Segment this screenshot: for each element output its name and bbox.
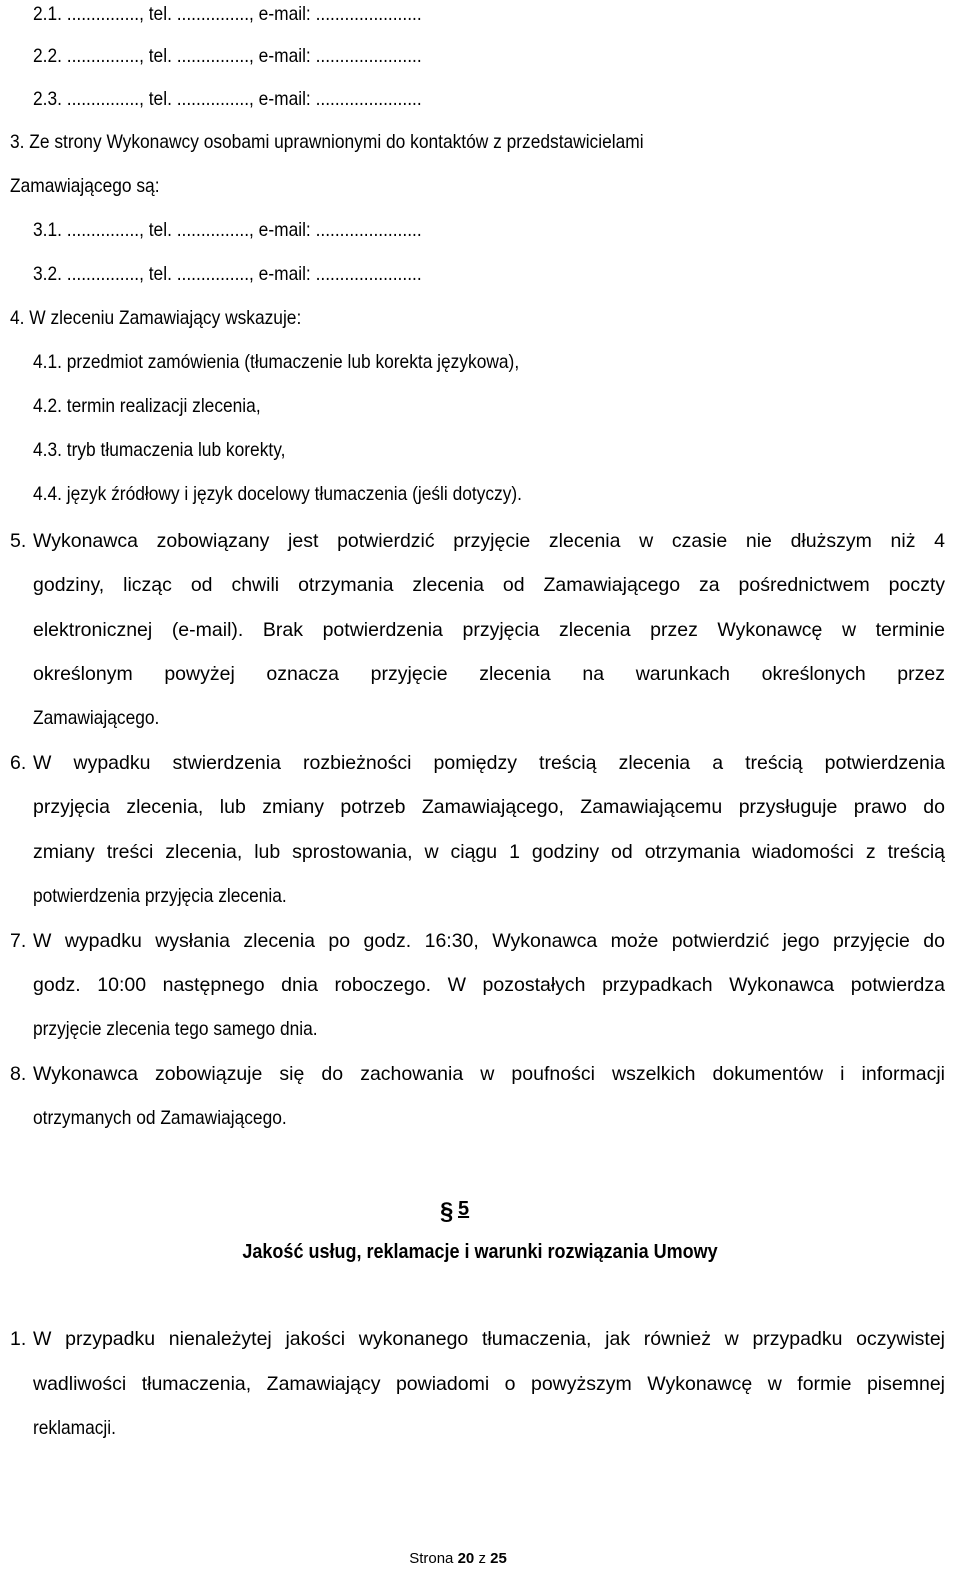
item-4-text: 4. W zleceniu Zamawiający wskazuje: [10,307,302,329]
item-5-number: 5. [10,530,27,552]
item-8-line-2: otrzymanych od Zamawiającego. [33,1107,287,1129]
item-5-line-2: godziny, licząc od chwili otrzymania zlecenia od Zamawiającego za pośrednictwem poczty [33,574,945,596]
section-sign: § [440,1198,454,1225]
item-4-4: 4.4. język źródłowy i język docelowy tłumaczenia (jeśli dotyczy). [33,483,523,505]
item-3-text: 3. Ze strony Wykonawcy osobami uprawnionymi do kontaktów z przedstawicielami [10,131,644,153]
section-5-item-1-line-3: reklamacji. [33,1417,116,1439]
section-5-item-1-line-2: wadliwości tłumaczenia, Zamawiający powiadomi o powyższym Wykonawcę w formie pisemnej [33,1373,945,1395]
item-7-line-1: W wypadku wysłania zlecenia po godz. 16:30, Wykonawca może potwierdzić jego przyjęcie do [33,930,945,952]
item-4-2: 4.2. termin realizacji zlecenia, [33,395,261,417]
item-7-number: 7. [10,930,27,952]
section-title: Jakość usług, reklamacje i warunki rozwiązania Umowy [242,1241,718,1263]
item-8-line-1: Wykonawca zobowiązuje się do zachowania w poufności wszelkich dokumentów i informacji [33,1063,945,1085]
item-3-continuation: Zamawiającego są: [10,175,160,197]
page-footer [0,1549,916,1569]
item-7-line-3: przyjęcie zlecenia tego samego dnia. [33,1018,318,1040]
footer-prefix: Strona [409,1550,454,1567]
section-5-item-1-line-1: W przypadku nienależytej jakości wykonanego tłumaczenia, jak również w przypadku oczywistej [33,1328,945,1350]
item-6-line-3: zmiany treści zlecenia, lub sprostowania, w ciągu 1 godziny od otrzymania wiadomości z treścią [33,841,945,863]
contact-line-3-1: 3.1. ..............., tel. ..............., e-mail: ...................... [33,219,422,241]
footer-page-total: 25 [490,1550,507,1567]
contact-line-2-3: 2.3. ..............., tel. ..............., e-mail: ...................... [33,88,422,110]
item-7-line-2: godz. 10:00 następnego dnia roboczego. W pozostałych przypadkach Wykonawca potwierdza [33,974,945,996]
item-6-line-4: potwierdzenia przyjęcia zlecenia. [33,885,287,907]
contact-line-2-2: 2.2. ..............., tel. ..............., e-mail: ...................... [33,45,422,67]
footer-separator: z [478,1550,486,1567]
item-5-line-5: Zamawiającego. [33,707,160,729]
contact-line-2-1: 2.1. ..............., tel. ..............., e-mail: ...................... [33,3,422,25]
item-5-line-1: Wykonawca zobowiązany jest potwierdzić przyjęcie zlecenia w czasie nie dłuższym niż 4 [33,530,945,552]
item-5-line-3: elektronicznej (e-mail). Brak potwierdzenia przyjęcia zlecenia przez Wykonawcę w terminie [33,619,945,641]
item-4-1: 4.1. przedmiot zamówienia (tłumaczenie lub korekta językowa), [33,351,520,373]
section-number: 5 [458,1198,470,1220]
footer-page-number: 20 [457,1550,475,1567]
item-6-number: 6. [10,752,27,774]
item-6-line-1: W wypadku stwierdzenia rozbieżności pomiędzy treścią zlecenia a treścią potwierdzenia [33,752,945,774]
item-8-number: 8. [10,1063,27,1085]
item-4-3: 4.3. tryb tłumaczenia lub korekty, [33,439,286,461]
contact-line-3-2: 3.2. ..............., tel. ..............., e-mail: ...................... [33,263,422,285]
section-5-item-1-number: 1. [10,1328,27,1350]
item-5-line-4: określonym powyżej oznacza przyjęcie zlecenia na warunkach określonych przez [33,663,945,685]
item-6-line-2: przyjęcia zlecenia, lub zmiany potrzeb Zamawiającego, Zamawiającemu przysługuje prawo do [33,796,945,818]
